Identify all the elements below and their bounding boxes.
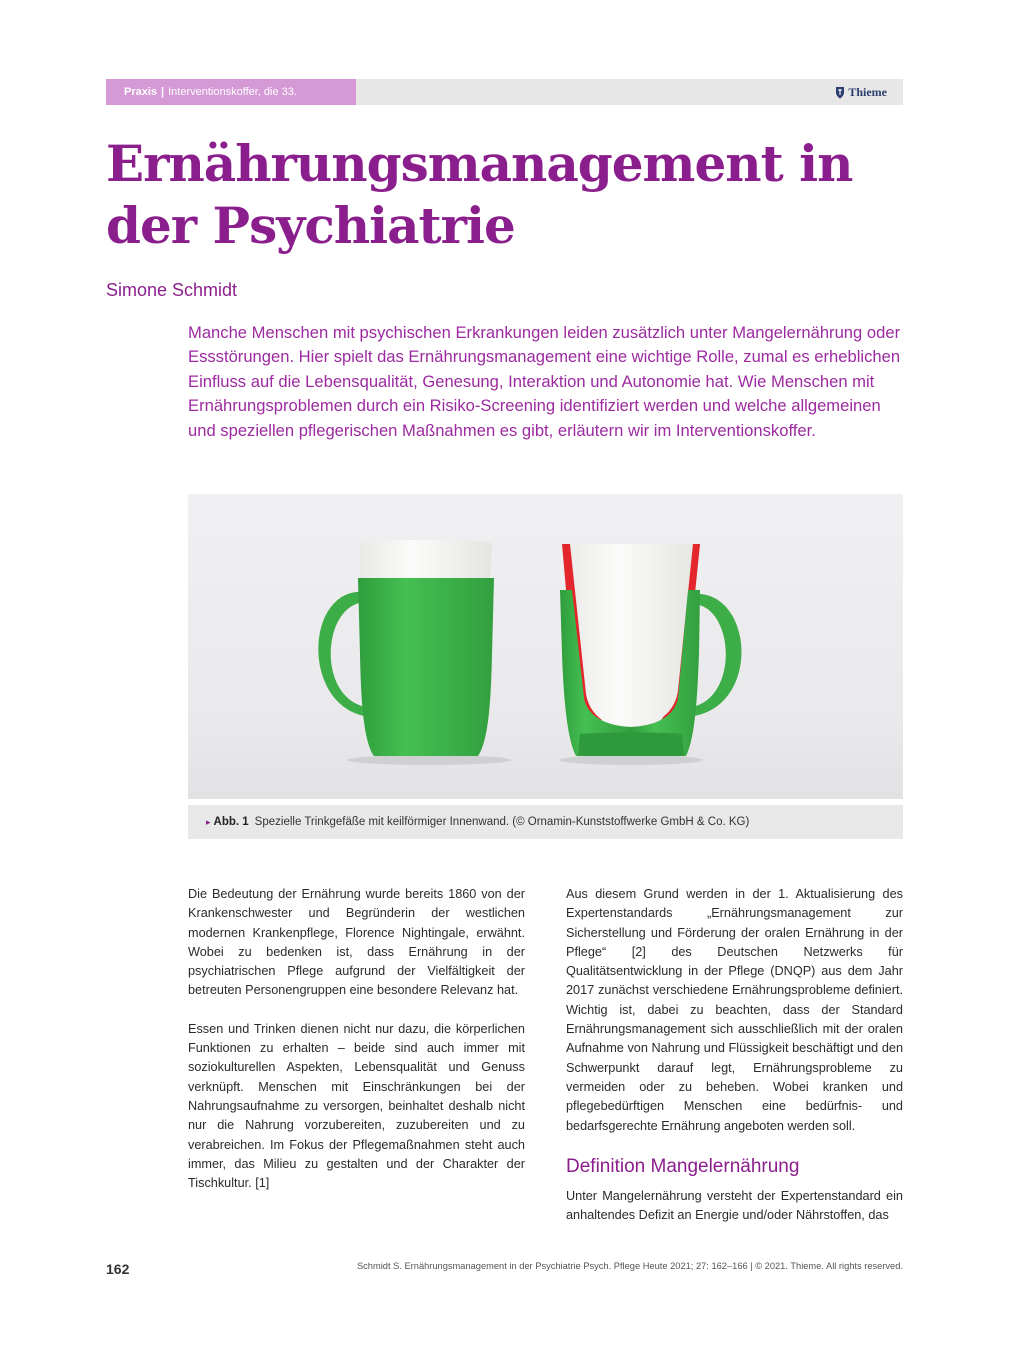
photo-background bbox=[188, 494, 903, 799]
series-label: Interventionskoffer, die 33. bbox=[168, 86, 297, 98]
section-heading: Definition Mangelernährung bbox=[566, 1155, 800, 1177]
body-column-right bbox=[566, 885, 903, 1244]
publisher-logo bbox=[835, 79, 887, 105]
right-cup-shadow bbox=[559, 755, 703, 765]
left-cup-white-rim bbox=[360, 540, 492, 582]
section-label: Praxis bbox=[124, 86, 158, 98]
article-lead: Manche Menschen mit psychischen Erkrankungen leiden zusätzlich unter Mangelernährung oder Essstörungen. Hier spielt das Ernährungsmanagement eine wichtige Rolle, zumal es erheblichen Einfluss auf die Lebensqualität, Genesung, Interaktion und Autonomie hat. Wie Menschen mit Ernährungsproblemen durch ein Risiko-Screening identifiziert werden und welche allgemeinen und speziellen pflegerischen Maßnahmen es gibt, erläutern wir im Interventionskoffer. bbox=[188, 323, 901, 440]
figure-photo-drinking-cups bbox=[188, 494, 903, 799]
caption-text: Spezielle Trinkgefäße mit keilförmiger Innenwand. (© Ornamin-Kunststoffwerke GmbH & Co. KG) bbox=[254, 816, 750, 828]
body-paragraph: Essen und Trinken dienen nicht nur dazu, die körperlichen Funktionen zu erhalten – beide sind auch immer mit soziokulturellen Aspekten, Lebensqualität und Genuss verknüpft. Menschen mit Einschränkungen bei der Nahrungsaufnahme zu versorgen, beinhaltet deshalb nicht nur die Nahrung vorzubereiten, zuzubereiten und zu verabreichen. Im Fokus der Pflegemaßnahmen steht auch immer, das Milieu zu gestalten und der Charakter der Tischkultur. [1] bbox=[188, 1021, 525, 1191]
footer-citation: Schmidt S. Ernährungsmanagement in der Psychiatrie Psych. Pflege Heute 2021; 27: 162–166 | © 2021. Thieme. All rights reserved. bbox=[356, 1261, 903, 1271]
section-tag bbox=[106, 79, 356, 105]
body-paragraph: Die Bedeutung der Ernährung wurde bereits 1860 von der Krankenschwester und Begründerin der westlichen modernen Krankenpflege, Florence Nightingale, erwähnt. Wobei zu bedenken ist, dass Ernährung in der psychiatrischen Pflege aufgrund der Vielfältigkeit der betreuten Personengruppen eine besondere Relevanz hat. bbox=[188, 887, 525, 998]
page-number: 162 bbox=[106, 1261, 130, 1277]
right-cup-green-base bbox=[578, 733, 684, 757]
left-cup-green-body bbox=[358, 578, 494, 756]
caption-label: Abb. 1 bbox=[213, 816, 249, 828]
article-author: Simone Schmidt bbox=[106, 280, 238, 300]
section-separator: | bbox=[161, 86, 165, 98]
left-cup-shadow bbox=[347, 755, 511, 765]
figure-caption bbox=[188, 805, 903, 839]
publisher-name: Thieme bbox=[848, 85, 887, 99]
body-paragraph: Unter Mangelernährung versteht der Expertenstandard ein anhaltendes Defizit an Energie und/oder Nährstoffen, das bbox=[566, 1188, 903, 1223]
body-column-left bbox=[188, 885, 525, 1212]
body-paragraph: Aus diesem Grund werden in der 1. Aktualisierung des Expertenstandards „Ernährungsmanagement zur Sicherstellung und Förderung der oralen Ernährung in der Pflege“ [2] des Deutschen Netzwerks für Qualitätsentwicklung in der Pflege (DNQP) aus dem Jahr 2017 zunächst verschiedene Ernährungsprobleme definiert. Wichtig ist, dabei zu beachten, dass der Standard Ernährungsmanagement sich ausschließlich mit der oralen Aufnahme von Nahrung und Flüssigkeit beschäftigt und den Schwerpunkt darauf legt, Ernährungsprobleme zu vermeiden oder zu beheben. Wobei kranken und pflegebedürftigen Menschen eine bedürfnis- und bedarfsgerechte Ernährung angeboten werden soll. bbox=[566, 887, 903, 1133]
article-title: Ernährungsmanagement in der Psychiatrie bbox=[106, 134, 853, 255]
caption-marker-icon: ▸ bbox=[206, 817, 211, 827]
thieme-emblem-icon bbox=[835, 86, 845, 99]
running-header bbox=[106, 79, 903, 105]
